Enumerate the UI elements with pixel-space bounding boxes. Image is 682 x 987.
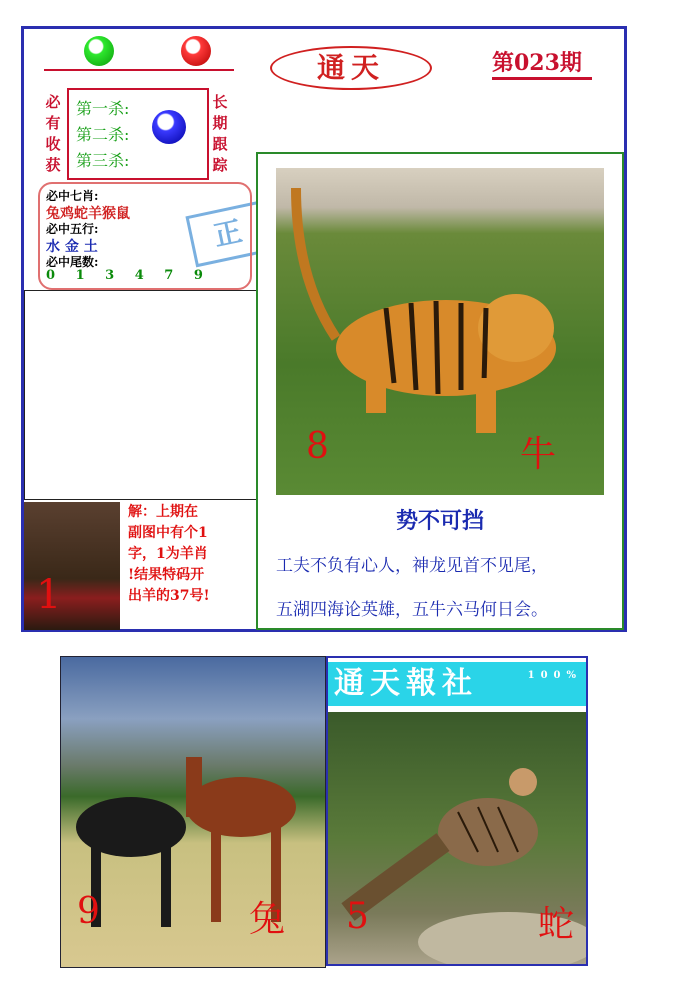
explanation-line-2: 副图中有个1 <box>128 525 208 541</box>
explanation-line-4: !结果特码开 <box>128 567 205 583</box>
banner <box>328 662 586 706</box>
page-title: 通天 <box>270 46 432 90</box>
issue-number: 第023期 <box>492 46 592 80</box>
banner-percent: 100% <box>527 670 582 681</box>
thumb-number: 1 <box>36 572 62 618</box>
seven-zodiac-label: 必中七肖: <box>46 189 99 203</box>
pheasant-panel <box>326 656 588 966</box>
main-zodiac: 牛 <box>520 434 557 475</box>
pheasant-number: 5 <box>346 896 369 937</box>
slogan: 势不可挡 <box>395 508 484 534</box>
thumb-photo <box>24 502 120 630</box>
poem-line-2: 五湖四海论英雄，五牛六马何日会。 <box>276 600 548 620</box>
explanation-line-1: 解：上期在 <box>128 504 198 520</box>
kill-2: 第二杀: <box>76 125 130 144</box>
tiger-photo <box>276 168 604 495</box>
horses-zodiac: 兔 <box>249 899 286 940</box>
banner-title: 通天報社 <box>334 666 478 701</box>
five-elements-label: 必中五行: <box>46 222 99 236</box>
main-number: 8 <box>306 426 329 467</box>
green-ball-icon <box>84 36 114 66</box>
blank-box <box>24 290 272 500</box>
explanation-line-5: 出羊的37号! <box>128 588 210 604</box>
pheasant-photo <box>328 712 586 964</box>
kill-1: 第一杀: <box>76 99 130 118</box>
header-divider <box>44 69 234 71</box>
five-elements-value: 水 金 土 <box>46 239 98 255</box>
stamp: 正 <box>185 201 270 268</box>
blue-ball-icon <box>152 110 186 144</box>
left-vertical-label: 必有收获 <box>45 93 61 174</box>
horses-illustration <box>61 657 325 967</box>
kill-3: 第三杀: <box>76 151 130 170</box>
horses-number: 9 <box>77 891 100 932</box>
explanation-line-3: 字，1为羊肖 <box>128 546 208 562</box>
right-vertical-label: 长期跟踪 <box>212 93 228 174</box>
tail-value: 0 1 3 4 7 9 <box>46 268 211 283</box>
horses-photo <box>60 656 326 968</box>
pheasant-zodiac: 蛇 <box>538 904 575 945</box>
explanation <box>128 502 248 607</box>
seven-zodiac-value: 兔鸡蛇羊猴鼠 <box>46 206 130 222</box>
red-ball-icon <box>181 36 211 66</box>
tail-label: 必中尾数: <box>46 255 99 269</box>
poem-line-1: 工夫不负有心人，神龙见首不见尾， <box>276 556 548 576</box>
